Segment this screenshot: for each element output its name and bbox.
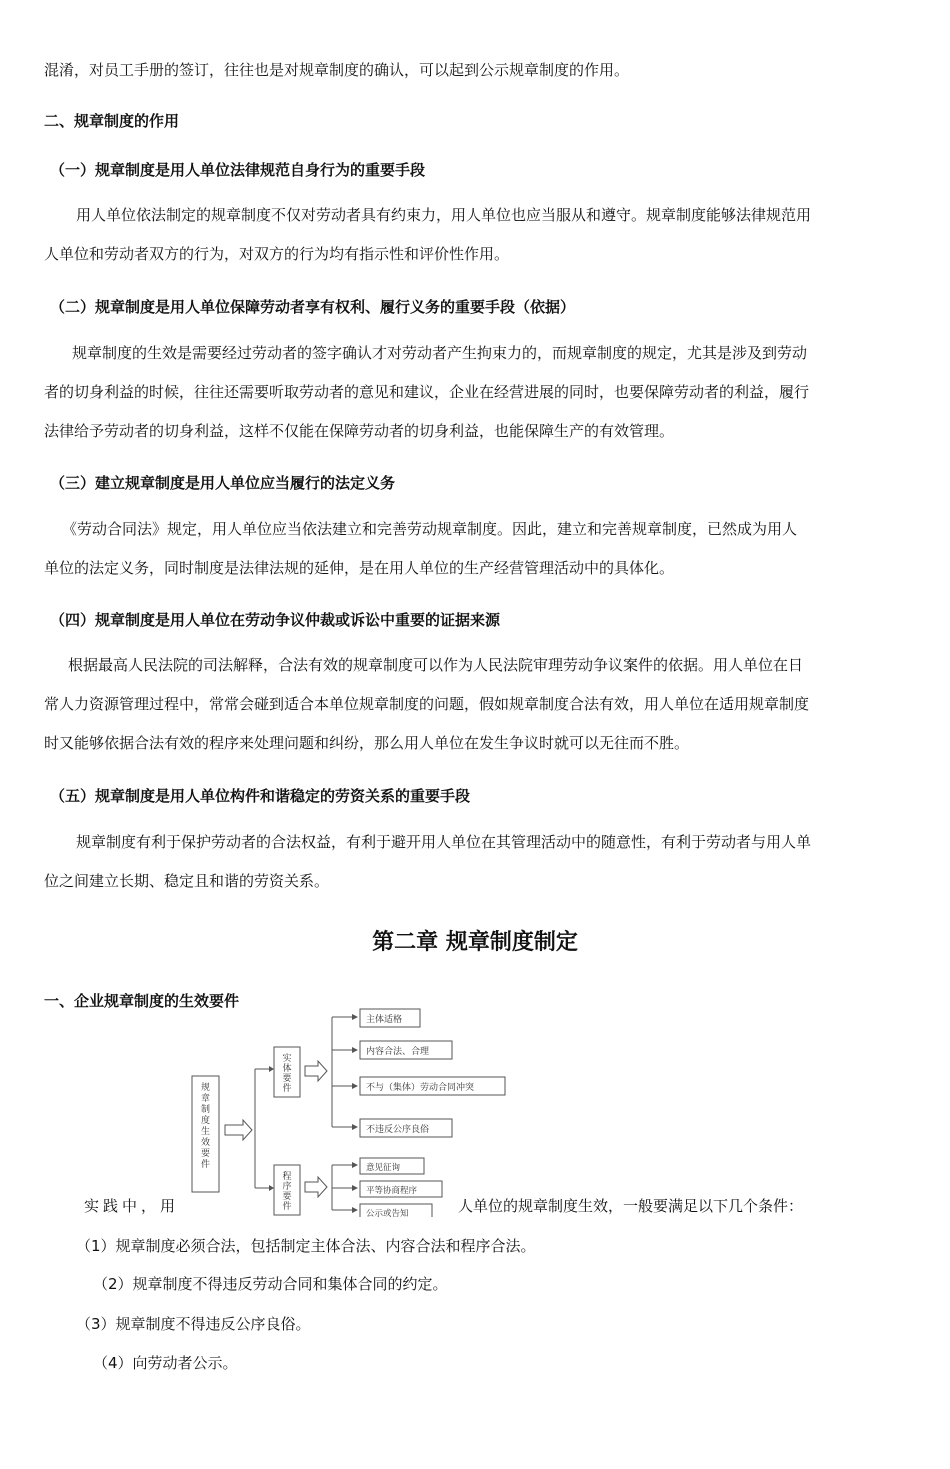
chapter-title: 第二章 规章制度制定: [372, 930, 578, 955]
paragraph-line: 人单位和劳动者双方的行为，对双方的行为均有指示性和评价性作用。: [44, 245, 510, 263]
condition-item-4: （4）向劳动者公示。: [93, 1354, 238, 1372]
subsection-paragraph-3: [44, 510, 910, 588]
section-heading: 二、规章制度的作用: [44, 112, 180, 130]
diagram-child-label: 内容合法、合理: [366, 1047, 430, 1057]
diagram-child-label: 不与（集体）劳动合同冲突: [366, 1083, 475, 1093]
subsection-heading-3: （三）建立规章制度是用人单位应当履行的法定义务: [50, 474, 396, 492]
diagram-child-label: 平等协商程序: [366, 1186, 418, 1196]
paragraph-line: 时又能够依据合法有效的程序来处理问题和纠纷，那么用人单位在发生争议时就可以无往而不胜。: [44, 734, 690, 752]
intro-paragraph: [44, 51, 910, 90]
paragraph-line: 者的切身利益的时候，往往还需要听取劳动者的意见和建议，企业在经营进展的同时，也要保障劳动者的利益，履行: [44, 383, 810, 401]
subsection-heading-5: （五）规章制度是用人单位构件和谐稳定的劳资关系的重要手段: [50, 787, 471, 805]
hollow-arrow-icon: [225, 1120, 252, 1140]
effectiveness-diagram: [185, 1005, 515, 1217]
diagram-child-label: 公示或告知: [366, 1209, 409, 1217]
paragraph-line: 法律给予劳动者的切身利益，这样不仅能在保障劳动者的切身利益，也能保障生产的有效管理。: [44, 422, 675, 440]
diagram-branch-label-1: 实体要件: [282, 1054, 292, 1094]
condition-item-2: （2）规章制度不得违反劳动合同和集体合同的约定。: [93, 1275, 448, 1293]
subsection-paragraph-1: [44, 196, 910, 274]
condition-item-1: （1）规章制度必须合法，包括制定主体合法、内容合法和程序合法。: [76, 1237, 536, 1255]
subsection-paragraph-4: [44, 646, 910, 763]
paragraph-line: 单位的法定义务，同时制度是法律法规的延伸，是在用人单位的生产经营管理活动中的具体化。: [44, 559, 675, 577]
diagram-root-label: 规章制度生效要件: [200, 1083, 211, 1170]
subsection-heading-1: （一）规章制度是用人单位法律规范自身行为的重要手段: [50, 161, 426, 179]
diagram-child-label: 不违反公序良俗: [366, 1125, 430, 1135]
diagram-child-label: 意见征询: [366, 1163, 401, 1173]
subsection-paragraph-2: [44, 334, 910, 451]
paragraph-line: 规章制度的生效是需要经过劳动者的签字确认才对劳动者产生拘束力的，而规章制度的规定，尤其是涉及到劳动: [72, 344, 808, 362]
paragraph-line: 常人力资源管理过程中，常常会碰到适合本单位规章制度的问题，假如规章制度合法有效，用人单位在适用规章制度: [44, 695, 810, 713]
paragraph-line: 用人单位依法制定的规章制度不仅对劳动者具有约束力，用人单位也应当服从和遵守。规章制度能够法律规范用: [76, 206, 812, 224]
paragraph-line: 《劳动合同法》规定，用人单位应当依法建立和完善劳动规章制度。因此，建立和完善规章制度，已然成为用人: [62, 520, 798, 538]
hollow-arrow-icon: [305, 1177, 327, 1197]
paragraph-line: 位之间建立长期、稳定且和谐的劳资关系。: [44, 872, 330, 890]
condition-item-3: （3）规章制度不得违反公序良俗。: [76, 1315, 311, 1333]
subsection-paragraph-5: [44, 823, 910, 901]
practice-text-right: 人单位的规章制度生效，一般要满足以下几个条件：: [458, 1197, 804, 1215]
hollow-arrow-icon: [305, 1061, 327, 1081]
practice-text-left: 实践中，用: [84, 1197, 180, 1215]
intro-line: 混淆，对员工手册的签订，往往也是对规章制度的确认，可以起到公示规章制度的作用。: [44, 61, 630, 79]
diagram-branch-label-2: 程序要件: [282, 1172, 292, 1212]
paragraph-line: 规章制度有利于保护劳动者的合法权益，有利于避开用人单位在其管理活动中的随意性，有利于劳动者与用人单: [76, 833, 812, 851]
subsection-heading-2: （二）规章制度是用人单位保障劳动者享有权利、履行义务的重要手段（依据）: [50, 298, 576, 316]
diagram-child-label: 主体适格: [366, 1015, 403, 1025]
chapter-section-heading: 一、企业规章制度的生效要件: [44, 992, 240, 1010]
subsection-heading-4: （四）规章制度是用人单位在劳动争议仲裁或诉讼中重要的证据来源: [50, 611, 501, 629]
paragraph-line: 根据最高人民法院的司法解释，合法有效的规章制度可以作为人民法院审理劳动争议案件的依据。用人单位在日: [68, 656, 804, 674]
